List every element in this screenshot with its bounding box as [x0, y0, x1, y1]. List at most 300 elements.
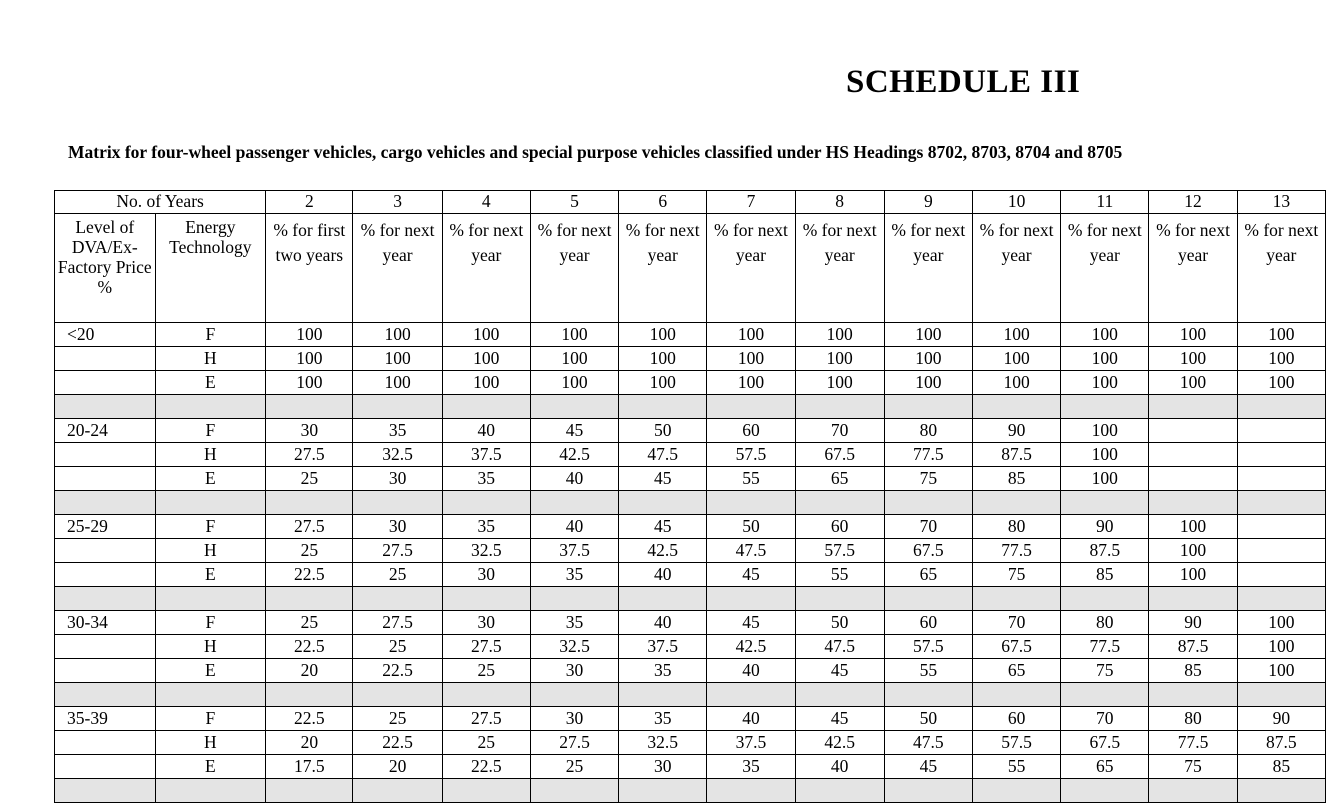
percent-cell: 67.5 [884, 539, 972, 563]
header-row-labels [55, 214, 1326, 323]
percent-cell: 57.5 [795, 539, 884, 563]
energy-tech: E [155, 659, 266, 683]
percent-cell: 80 [884, 419, 972, 443]
percent-cell: 100 [1237, 659, 1325, 683]
percent-cell: 55 [884, 659, 972, 683]
separator-cell [1237, 395, 1325, 419]
percent-cell: 25 [442, 731, 530, 755]
percent-cell: 100 [884, 371, 972, 395]
separator-cell [442, 395, 530, 419]
dva-level-empty [55, 347, 156, 371]
dva-level-empty [55, 371, 156, 395]
percent-cell: 35 [442, 515, 530, 539]
percent-cell: 50 [795, 611, 884, 635]
percent-cell [1237, 467, 1325, 491]
separator-cell [972, 491, 1060, 515]
percent-cell: 20 [266, 731, 353, 755]
separator-cell [884, 683, 972, 707]
year-header: 9 [884, 191, 972, 214]
separator-cell [266, 779, 353, 803]
percent-cell: 90 [1149, 611, 1237, 635]
separator-cell [1237, 587, 1325, 611]
percent-cell [1149, 443, 1237, 467]
percent-cell: 100 [1061, 371, 1149, 395]
separator-cell [1149, 491, 1237, 515]
separator-cell [795, 587, 884, 611]
percent-cell: 77.5 [884, 443, 972, 467]
percent-header: % for next year [442, 214, 530, 323]
percent-cell: 35 [530, 563, 618, 587]
percent-cell: 100 [795, 323, 884, 347]
separator-cell [55, 683, 156, 707]
energy-tech: F [155, 611, 266, 635]
percent-cell: 87.5 [972, 443, 1060, 467]
percent-cell: 80 [972, 515, 1060, 539]
percent-cell: 45 [619, 515, 707, 539]
percent-cell: 100 [266, 323, 353, 347]
separator-cell [1061, 395, 1149, 419]
percent-cell: 100 [353, 323, 442, 347]
separator-cell [1149, 395, 1237, 419]
percent-cell: 45 [795, 659, 884, 683]
year-header: 12 [1149, 191, 1237, 214]
percent-cell: 100 [1149, 563, 1237, 587]
percent-cell: 100 [530, 347, 618, 371]
percent-cell: 22.5 [266, 707, 353, 731]
percent-cell: 45 [530, 419, 618, 443]
percent-cell: 40 [707, 659, 795, 683]
energy-tech: F [155, 419, 266, 443]
separator-cell [55, 395, 156, 419]
percent-header: % for first two years [266, 214, 353, 323]
years-label: No. of Years [55, 191, 266, 214]
percent-cell: 40 [530, 467, 618, 491]
percent-cell: 40 [530, 515, 618, 539]
year-header: 6 [619, 191, 707, 214]
percent-cell: 60 [795, 515, 884, 539]
percent-cell: 22.5 [266, 563, 353, 587]
year-header: 10 [972, 191, 1060, 214]
energy-header: Energy Technology [155, 214, 266, 323]
percent-cell: 100 [795, 347, 884, 371]
separator-cell [707, 587, 795, 611]
schedule-matrix-table [54, 190, 1326, 803]
energy-tech: F [155, 707, 266, 731]
percent-cell: 40 [619, 563, 707, 587]
separator-cell [707, 683, 795, 707]
percent-cell: 100 [1149, 515, 1237, 539]
table-row [55, 707, 1326, 731]
separator-cell [707, 395, 795, 419]
percent-cell: 37.5 [442, 443, 530, 467]
percent-cell: 100 [1061, 419, 1149, 443]
percent-cell: 25 [353, 635, 442, 659]
separator-cell [266, 491, 353, 515]
separator-cell [1237, 491, 1325, 515]
group-separator [55, 491, 1326, 515]
percent-cell: 90 [1237, 707, 1325, 731]
year-header: 11 [1061, 191, 1149, 214]
percent-cell: 65 [795, 467, 884, 491]
percent-cell: 30 [266, 419, 353, 443]
percent-cell: 100 [442, 347, 530, 371]
separator-cell [155, 395, 266, 419]
energy-tech: E [155, 371, 266, 395]
percent-cell: 30 [442, 611, 530, 635]
separator-cell [619, 491, 707, 515]
percent-cell: 50 [619, 419, 707, 443]
separator-cell [155, 491, 266, 515]
percent-cell: 17.5 [266, 755, 353, 779]
percent-cell: 55 [795, 563, 884, 587]
percent-cell: 100 [795, 371, 884, 395]
percent-cell: 80 [1061, 611, 1149, 635]
energy-tech: H [155, 731, 266, 755]
percent-cell: 75 [884, 467, 972, 491]
percent-cell: 25 [266, 611, 353, 635]
dva-level-empty [55, 755, 156, 779]
percent-header: % for next year [972, 214, 1060, 323]
percent-cell: 27.5 [442, 635, 530, 659]
separator-cell [55, 779, 156, 803]
group-separator [55, 779, 1326, 803]
percent-cell: 30 [530, 659, 618, 683]
group-separator [55, 395, 1326, 419]
percent-header: % for next year [619, 214, 707, 323]
percent-cell: 75 [1061, 659, 1149, 683]
separator-cell [795, 395, 884, 419]
separator-cell [1149, 683, 1237, 707]
percent-cell: 100 [1061, 323, 1149, 347]
percent-cell: 50 [707, 515, 795, 539]
percent-cell: 100 [707, 323, 795, 347]
percent-cell: 100 [884, 347, 972, 371]
level-header: Level of DVA/Ex-Factory Price % [55, 214, 156, 323]
percent-cell: 100 [707, 371, 795, 395]
separator-cell [1237, 683, 1325, 707]
percent-cell [1237, 515, 1325, 539]
separator-cell [1149, 587, 1237, 611]
percent-cell: 45 [707, 611, 795, 635]
dva-level-empty [55, 731, 156, 755]
percent-cell: 90 [972, 419, 1060, 443]
percent-cell [1149, 419, 1237, 443]
table-row [55, 539, 1326, 563]
percent-cell: 55 [972, 755, 1060, 779]
separator-cell [972, 587, 1060, 611]
dva-level-empty [55, 539, 156, 563]
percent-cell: 27.5 [353, 611, 442, 635]
percent-cell: 100 [972, 371, 1060, 395]
percent-cell: 47.5 [619, 443, 707, 467]
percent-cell: 100 [1149, 323, 1237, 347]
schedule-title: SCHEDULE III [846, 64, 1081, 100]
header-row-years [55, 191, 1326, 214]
dva-level-empty [55, 467, 156, 491]
separator-cell [619, 395, 707, 419]
percent-cell: 25 [266, 467, 353, 491]
percent-cell: 100 [972, 323, 1060, 347]
percent-cell: 77.5 [1061, 635, 1149, 659]
percent-cell: 85 [1149, 659, 1237, 683]
percent-cell: 100 [707, 347, 795, 371]
energy-tech: H [155, 539, 266, 563]
percent-cell: 60 [707, 419, 795, 443]
percent-cell: 100 [530, 371, 618, 395]
percent-header: % for next year [707, 214, 795, 323]
percent-cell: 100 [619, 371, 707, 395]
energy-tech: E [155, 563, 266, 587]
percent-cell: 27.5 [530, 731, 618, 755]
table-row [55, 731, 1326, 755]
separator-cell [619, 683, 707, 707]
table-row [55, 467, 1326, 491]
percent-cell: 25 [353, 707, 442, 731]
table-row [55, 515, 1326, 539]
dva-level: 35-39 [55, 707, 156, 731]
percent-header: % for next year [353, 214, 442, 323]
separator-cell [795, 683, 884, 707]
percent-cell: 57.5 [884, 635, 972, 659]
percent-cell: 77.5 [1149, 731, 1237, 755]
percent-cell: 100 [1237, 323, 1325, 347]
separator-cell [972, 395, 1060, 419]
percent-cell: 100 [1061, 467, 1149, 491]
energy-tech: H [155, 347, 266, 371]
separator-cell [266, 683, 353, 707]
separator-cell [442, 683, 530, 707]
percent-cell: 35 [619, 659, 707, 683]
percent-cell: 55 [707, 467, 795, 491]
percent-cell: 50 [884, 707, 972, 731]
separator-cell [266, 395, 353, 419]
group-separator [55, 587, 1326, 611]
separator-cell [795, 491, 884, 515]
percent-cell: 42.5 [795, 731, 884, 755]
separator-cell [266, 587, 353, 611]
percent-cell: 45 [884, 755, 972, 779]
percent-cell: 80 [1149, 707, 1237, 731]
percent-cell: 20 [266, 659, 353, 683]
year-header: 5 [530, 191, 618, 214]
percent-cell: 57.5 [707, 443, 795, 467]
percent-cell: 32.5 [353, 443, 442, 467]
separator-cell [442, 779, 530, 803]
percent-cell: 60 [884, 611, 972, 635]
percent-cell: 77.5 [972, 539, 1060, 563]
percent-cell: 37.5 [530, 539, 618, 563]
table-row [55, 419, 1326, 443]
percent-cell: 37.5 [619, 635, 707, 659]
separator-cell [619, 587, 707, 611]
percent-cell: 35 [442, 467, 530, 491]
separator-cell [707, 491, 795, 515]
percent-cell: 100 [353, 347, 442, 371]
percent-cell: 42.5 [530, 443, 618, 467]
percent-cell: 100 [1061, 347, 1149, 371]
percent-cell: 100 [1237, 635, 1325, 659]
separator-cell [55, 491, 156, 515]
percent-cell: 85 [972, 467, 1060, 491]
percent-cell: 25 [442, 659, 530, 683]
year-header: 3 [353, 191, 442, 214]
percent-cell: 65 [1061, 755, 1149, 779]
percent-cell: 100 [884, 323, 972, 347]
separator-cell [1061, 779, 1149, 803]
percent-header: % for next year [884, 214, 972, 323]
energy-tech: F [155, 323, 266, 347]
separator-cell [530, 779, 618, 803]
percent-header: % for next year [1237, 214, 1325, 323]
percent-header: % for next year [530, 214, 618, 323]
percent-cell: 100 [442, 371, 530, 395]
percent-cell: 35 [353, 419, 442, 443]
percent-cell: 75 [1149, 755, 1237, 779]
separator-cell [353, 587, 442, 611]
percent-cell: 22.5 [353, 659, 442, 683]
separator-cell [972, 683, 1060, 707]
percent-cell: 100 [530, 323, 618, 347]
percent-cell: 100 [1237, 611, 1325, 635]
dva-level: 25-29 [55, 515, 156, 539]
table-row [55, 323, 1326, 347]
percent-cell: 87.5 [1061, 539, 1149, 563]
separator-cell [884, 491, 972, 515]
separator-cell [155, 683, 266, 707]
separator-cell [155, 587, 266, 611]
percent-cell: 40 [442, 419, 530, 443]
percent-cell: 75 [972, 563, 1060, 587]
percent-cell: 32.5 [442, 539, 530, 563]
percent-cell: 27.5 [266, 443, 353, 467]
dva-level-empty [55, 563, 156, 587]
percent-cell: 35 [530, 611, 618, 635]
separator-cell [353, 491, 442, 515]
percent-cell [1237, 539, 1325, 563]
matrix-subtitle: Matrix for four-wheel passenger vehicles, cargo vehicles and special purpose vehicles classified under HS Headings 8702, 8703, 8704 and 8705 [68, 142, 1123, 162]
table-row [55, 611, 1326, 635]
table-row [55, 563, 1326, 587]
percent-cell: 25 [530, 755, 618, 779]
separator-cell [1061, 587, 1149, 611]
dva-level-empty [55, 443, 156, 467]
separator-cell [884, 587, 972, 611]
percent-cell: 22.5 [266, 635, 353, 659]
percent-cell: 70 [884, 515, 972, 539]
table-row [55, 635, 1326, 659]
energy-tech: F [155, 515, 266, 539]
percent-cell: 65 [884, 563, 972, 587]
percent-cell: 100 [619, 323, 707, 347]
percent-cell [1237, 419, 1325, 443]
separator-cell [1237, 779, 1325, 803]
group-separator [55, 683, 1326, 707]
percent-cell: 30 [353, 467, 442, 491]
percent-cell: 30 [442, 563, 530, 587]
separator-cell [619, 779, 707, 803]
percent-cell: 27.5 [442, 707, 530, 731]
percent-cell: 100 [619, 347, 707, 371]
percent-cell: 47.5 [884, 731, 972, 755]
separator-cell [442, 587, 530, 611]
percent-cell: 27.5 [266, 515, 353, 539]
table-row [55, 371, 1326, 395]
table-row [55, 659, 1326, 683]
table-row [55, 443, 1326, 467]
percent-cell: 20 [353, 755, 442, 779]
year-header: 13 [1237, 191, 1325, 214]
dva-level: 30-34 [55, 611, 156, 635]
percent-cell: 30 [353, 515, 442, 539]
percent-cell: 22.5 [353, 731, 442, 755]
percent-cell: 32.5 [619, 731, 707, 755]
year-header: 8 [795, 191, 884, 214]
percent-cell: 90 [1061, 515, 1149, 539]
energy-tech: H [155, 635, 266, 659]
percent-cell: 85 [1237, 755, 1325, 779]
percent-cell: 47.5 [795, 635, 884, 659]
percent-cell [1237, 563, 1325, 587]
percent-cell: 40 [619, 611, 707, 635]
energy-tech: E [155, 755, 266, 779]
separator-cell [442, 491, 530, 515]
percent-cell: 67.5 [795, 443, 884, 467]
year-header: 7 [707, 191, 795, 214]
percent-cell: 100 [1149, 347, 1237, 371]
percent-cell: 60 [972, 707, 1060, 731]
percent-cell: 45 [795, 707, 884, 731]
dva-level: <20 [55, 323, 156, 347]
percent-cell [1237, 443, 1325, 467]
percent-cell: 65 [972, 659, 1060, 683]
table-row [55, 755, 1326, 779]
year-header: 2 [266, 191, 353, 214]
separator-cell [884, 779, 972, 803]
percent-cell: 87.5 [1237, 731, 1325, 755]
percent-cell: 57.5 [972, 731, 1060, 755]
percent-cell: 100 [353, 371, 442, 395]
percent-cell: 70 [1061, 707, 1149, 731]
separator-cell [55, 587, 156, 611]
percent-header: % for next year [1149, 214, 1237, 323]
separator-cell [1061, 683, 1149, 707]
separator-cell [707, 779, 795, 803]
percent-cell: 100 [266, 347, 353, 371]
percent-cell: 45 [619, 467, 707, 491]
percent-cell: 22.5 [442, 755, 530, 779]
percent-cell: 25 [353, 563, 442, 587]
percent-cell: 40 [795, 755, 884, 779]
percent-cell [1149, 467, 1237, 491]
percent-cell: 87.5 [1149, 635, 1237, 659]
percent-cell: 40 [707, 707, 795, 731]
separator-cell [884, 395, 972, 419]
separator-cell [795, 779, 884, 803]
separator-cell [1061, 491, 1149, 515]
separator-cell [530, 395, 618, 419]
table-row [55, 347, 1326, 371]
percent-cell: 67.5 [972, 635, 1060, 659]
separator-cell [353, 683, 442, 707]
percent-cell: 100 [972, 347, 1060, 371]
percent-cell: 100 [1237, 371, 1325, 395]
percent-cell: 100 [1237, 347, 1325, 371]
percent-cell: 70 [972, 611, 1060, 635]
percent-cell: 35 [707, 755, 795, 779]
percent-cell: 42.5 [619, 539, 707, 563]
separator-cell [155, 779, 266, 803]
percent-cell: 47.5 [707, 539, 795, 563]
